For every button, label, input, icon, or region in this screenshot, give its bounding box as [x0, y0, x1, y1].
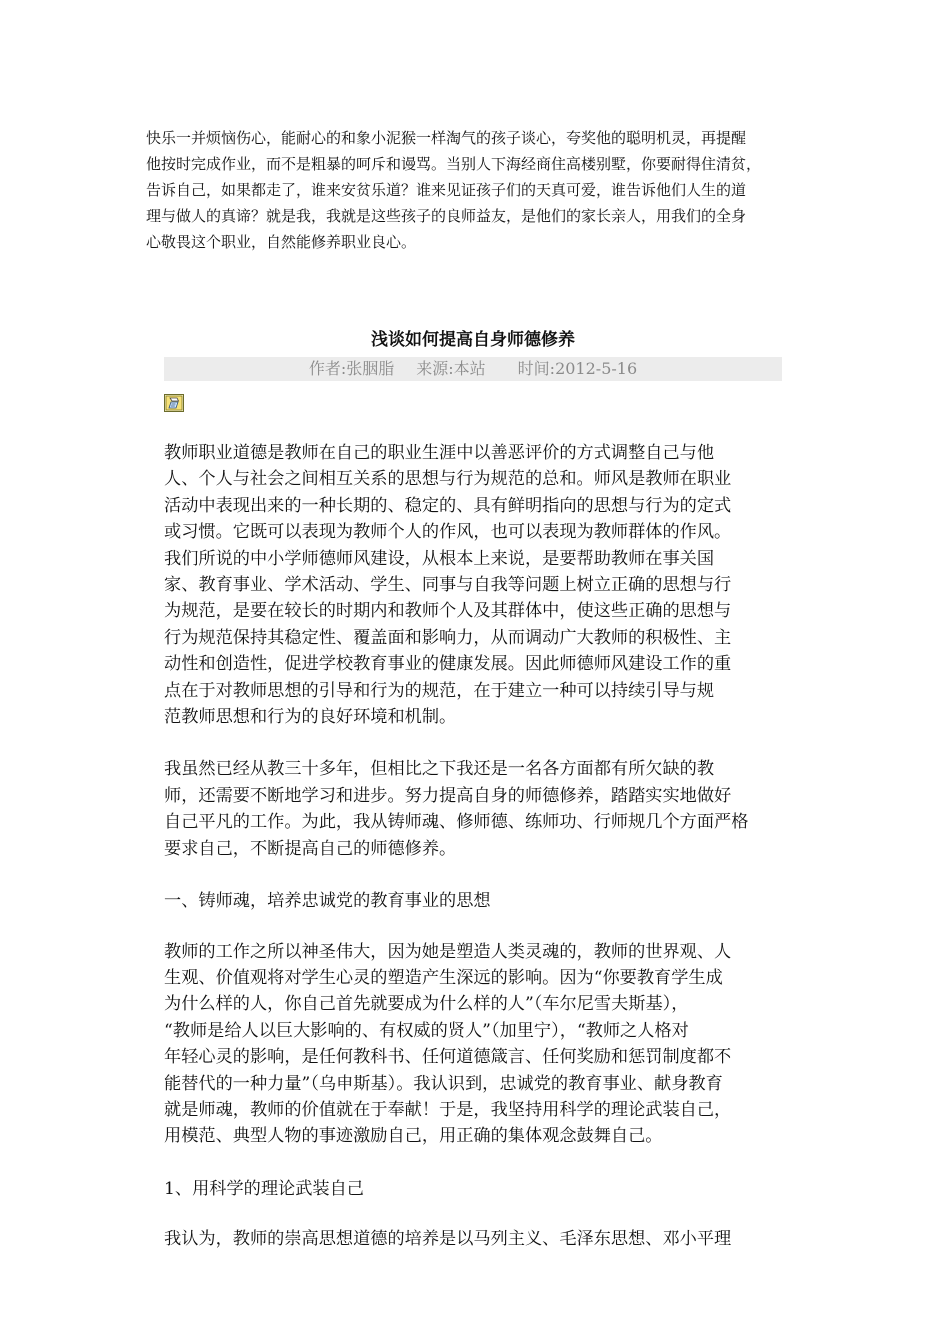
text-line: 我们所说的中小学师德师风建设，从根本上来说，是要帮助教师在事关国	[164, 548, 715, 569]
intro-line: 告诉自己，如果都走了，谁来安贫乐道？谁来见证孩子们的天真可爱，谁告诉他们人生的道	[146, 181, 747, 199]
text-line: 教师的工作之所以神圣伟大，因为她是塑造人类灵魂的，教师的世界观、人	[164, 941, 732, 962]
text-line: 自己平凡的工作。为此，我从铸师魂、修师德、练师功、行师规几个方面严格	[164, 812, 749, 833]
section-heading	[164, 888, 784, 914]
text-line: 教师职业道德是教师在自己的职业生涯中以善恶评价的方式调整自己与他	[164, 443, 715, 463]
paragraph	[164, 440, 784, 730]
text-line: 人、个人与社会之间相互关系的思想与行为规范的总和。师风是教师在职业	[164, 469, 732, 490]
paragraph	[164, 939, 784, 1150]
text-line: 或习惯。它既可以表现为教师个人的作风，也可以表现为教师群体的作风。	[164, 522, 732, 543]
text-line: 一、铸师魂，培养忠诚党的教育事业的思想	[164, 891, 491, 912]
text-line: “教师是给人以巨大影响的、有权威的贤人”（加里宁），“教师之人格对	[164, 1020, 689, 1041]
paragraph	[164, 756, 784, 862]
article-meta-bar	[164, 357, 782, 381]
article-body	[164, 440, 784, 1279]
text-line: 1、用科学的理论武装自己	[164, 1178, 364, 1199]
text-line: 用模范、典型人物的事迹激励自己，用正确的集体观念鼓舞自己。	[164, 1126, 663, 1147]
paragraph	[164, 1226, 784, 1252]
article-title: 浅谈如何提高自身师德修养	[371, 330, 575, 350]
text-line: 能替代的一种力量”（乌申斯基）。我认识到，忠诚党的教育事业、献身教育	[164, 1073, 723, 1094]
document-icon[interactable]	[164, 394, 184, 412]
text-line: 家、教育事业、学术活动、学生、同事与自我等问题上树立正确的思想与行	[164, 575, 732, 596]
text-line: 我虽然已经从教三十多年，但相比之下我还是一名各方面都有所欠缺的教	[164, 759, 715, 780]
text-line: 就是师魂，教师的价值就在于奉献！于是，我坚持用科学的理论武装自己，	[164, 1099, 732, 1120]
subsection-heading	[164, 1176, 784, 1202]
article-author: 作者:张胭脂	[308, 359, 395, 378]
text-line: 为规范，是要在较长的时期内和教师个人及其群体中，使这些正确的思想与	[164, 601, 732, 622]
text-line: 范教师思想和行为的良好环境和机制。	[164, 707, 457, 728]
intro-line: 心敬畏这个职业，自然能修养职业良心。	[146, 233, 417, 251]
intro-line: 理与做人的真谛？就是我，我就是这些孩子的良师益友，是他们的家长亲人，用我们的全身	[146, 207, 747, 225]
text-line: 我认为，教师的崇高思想道德的培养是以马列主义、毛泽东思想、邓小平理	[164, 1229, 732, 1250]
article-date: 时间:2012-5-16	[517, 359, 638, 378]
text-line: 活动中表现出来的一种长期的、稳定的、具有鲜明指向的思想与行为的定式	[164, 495, 732, 516]
text-line: 生观、价值观将对学生心灵的塑造产生深远的影响。因为“你要教育学生成	[164, 967, 723, 988]
intro-line: 快乐一并烦恼伤心，能耐心的和象小泥猴一样淘气的孩子谈心，夸奖他的聪明机灵，再提醒	[146, 129, 747, 147]
intro-paragraph	[146, 125, 812, 255]
text-line: 点在于对教师思想的引导和行为的规范，在于建立一种可以持续引导与规	[164, 680, 715, 701]
intro-line: 他按时完成作业，而不是粗暴的呵斥和谩骂。当别人下海经商住高楼别墅，你要耐得住清贫，	[146, 155, 762, 173]
article-source: 来源:本站	[416, 359, 486, 378]
text-line: 年轻心灵的影响，是任何教科书、任何道德箴言、任何奖励和惩罚制度都不	[164, 1047, 732, 1068]
text-line: 行为规范保持其稳定性、覆盖面和影响力，从而调动广大教师的积极性、主	[164, 627, 732, 648]
text-line: 师，还需要不断地学习和进步。努力提高自身的师德修养，踏踏实实地做好	[164, 785, 732, 806]
text-line: 要求自己，不断提高自己的师德修养。	[164, 838, 457, 859]
text-line: 动性和创造性，促进学校教育事业的健康发展。因此师德师风建设工作的重	[164, 654, 732, 675]
text-line: 为什么样的人，你自己首先就要成为什么样的人”（车尔尼雪夫斯基），	[164, 994, 689, 1015]
